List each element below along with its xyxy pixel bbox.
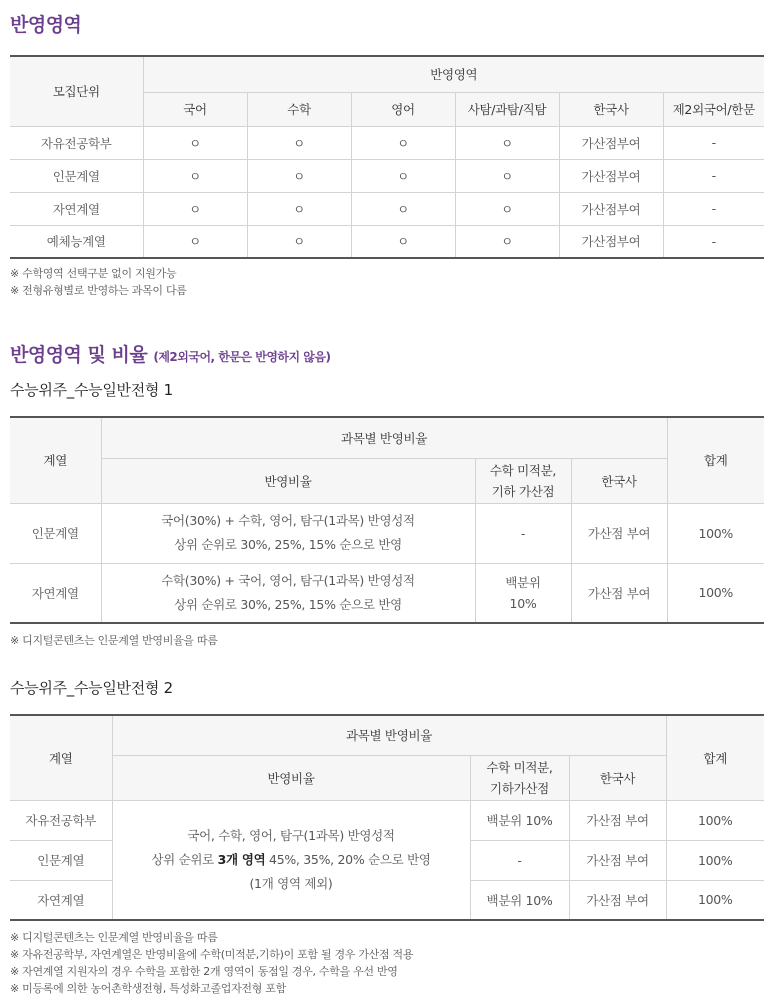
note: ※ 자유전공학부, 자연계열은 반영비율에 수학(미적분,기하)이 포함 될 경우 가산점 적용: [10, 948, 414, 961]
cell: ㅇ: [143, 159, 247, 192]
cell: ㅇ: [351, 192, 455, 225]
history-cell: 가산점 부여: [569, 880, 666, 920]
ratio-text: 상위 순위로: [151, 851, 218, 867]
cell: ㅇ: [351, 126, 455, 159]
ratio-table-2: [10, 714, 764, 921]
ratio-line: 상위 순위로 30%, 25%, 15% 순으로 반영: [174, 596, 402, 612]
header-inquiry: 사탐/과탐/직탐: [455, 92, 559, 126]
table-row: [10, 563, 764, 623]
note: ※ 전형유형별로 반영하는 과목이 다름: [10, 284, 187, 297]
cell: ㅇ: [247, 159, 351, 192]
ratio-line: (1개 영역 제외): [249, 875, 333, 891]
ratio-line: 국어(30%) + 수학, 영어, 탐구(1과목) 반영성적: [161, 513, 415, 528]
cell: -: [663, 126, 764, 159]
header-subject-ratio: 과목별 반영비율: [112, 715, 666, 755]
header-english: 영어: [351, 92, 455, 126]
total-cell: 100%: [666, 800, 764, 840]
header-math-bonus-line1: 수학 미적분,: [486, 759, 553, 775]
note: ※ 수학영역 선택구분 없이 지원가능: [10, 267, 177, 280]
ratio-line: 상위 순위로 30%, 25%, 15% 순으로 반영: [174, 537, 402, 552]
ratio-line: [117, 848, 466, 872]
row-name: 자연계열: [10, 880, 112, 920]
cell: ㅇ: [143, 126, 247, 159]
math-bonus-cell: [475, 563, 571, 623]
table-row: [10, 159, 764, 192]
ratio-cell: [101, 563, 475, 623]
header-korean-history: 한국사: [571, 458, 667, 503]
total-cell: 100%: [667, 503, 764, 563]
table-row: [10, 503, 764, 563]
cell: 가산점부여: [559, 159, 663, 192]
math-bonus-line1: 백분위: [505, 574, 541, 590]
row-name: 인문계열: [10, 159, 143, 192]
total-cell: 100%: [666, 880, 764, 920]
cell: 가산점부여: [559, 126, 663, 159]
table1-note: ※ 디지털콘텐츠는 인문계열 반영비율을 따름: [10, 634, 218, 647]
header-group: 계열: [10, 417, 101, 503]
reflect-areas-table: [10, 55, 764, 259]
math-bonus-cell: -: [475, 503, 571, 563]
header-reflect-area: 반영영역: [143, 56, 764, 92]
header-math-bonus-line2: 기하 가산점: [491, 483, 555, 499]
header-total: 합계: [666, 715, 764, 800]
table-row: [10, 800, 764, 840]
note: ※ 자연계열 지원자의 경우 수학을 포함한 2개 영역이 동점일 경우, 수학을 우선 반영: [10, 965, 398, 978]
ratio-line: 국어, 수학, 영어, 탐구(1과목) 반영성적: [187, 827, 395, 843]
math-bonus-cell: 백분위 10%: [470, 880, 569, 920]
row-name: 예체능계열: [10, 225, 143, 258]
history-cell: 가산점 부여: [571, 563, 667, 623]
header-ratio: 반영비율: [101, 458, 475, 503]
cell: -: [663, 159, 764, 192]
header-korean-history: 한국사: [569, 755, 666, 800]
cell: ㅇ: [351, 225, 455, 258]
row-name: 인문계열: [10, 840, 112, 880]
row-name: 자유전공학부: [10, 126, 143, 159]
section-title-reflect-ratio: [10, 340, 330, 367]
cell: ㅇ: [351, 159, 455, 192]
note: ※ 미등록에 의한 농어촌학생전형, 특성화고졸업자전형 포함: [10, 982, 286, 995]
ratio-cell: [112, 800, 470, 920]
row-name: 자유전공학부: [10, 800, 112, 840]
cell: ㅇ: [455, 192, 559, 225]
header-korean-history: 한국사: [559, 92, 663, 126]
header-second-language: 제2외국어/한문: [663, 92, 764, 126]
cell: 가산점부여: [559, 192, 663, 225]
section-subtitle: (제2외국어, 한문은 반영하지 않음): [153, 350, 331, 364]
table-row: [10, 225, 764, 258]
table2-notes: [10, 929, 413, 997]
ratio-table-1: [10, 416, 764, 624]
table1-heading: 수능위주_수능일반전형 1: [10, 381, 173, 399]
header-total: 합계: [667, 417, 764, 503]
cell: ㅇ: [455, 126, 559, 159]
cell: ㅇ: [455, 159, 559, 192]
math-bonus-cell: 백분위 10%: [470, 800, 569, 840]
ratio-cell: [101, 503, 475, 563]
history-cell: 가산점 부여: [569, 840, 666, 880]
math-bonus-cell: -: [470, 840, 569, 880]
header-unit: 모집단위: [10, 56, 143, 126]
header-math-bonus: [470, 755, 569, 800]
header-group: 계열: [10, 715, 112, 800]
cell: -: [663, 225, 764, 258]
cell: -: [663, 192, 764, 225]
total-cell: 100%: [666, 840, 764, 880]
cell: ㅇ: [455, 225, 559, 258]
header-korean: 국어: [143, 92, 247, 126]
cell: 가산점부여: [559, 225, 663, 258]
table-row: [10, 126, 764, 159]
ratio-text: 45%, 35%, 20% 순으로 반영: [265, 851, 431, 867]
header-math: 수학: [247, 92, 351, 126]
row-name: 자연계열: [10, 563, 101, 623]
note: ※ 디지털콘텐츠는 인문계열 반영비율을 따름: [10, 931, 218, 944]
header-math-bonus-line2: 기하가산점: [490, 780, 549, 796]
cell: ㅇ: [247, 126, 351, 159]
table2-heading: 수능위주_수능일반전형 2: [10, 679, 173, 697]
math-bonus-line2: 10%: [509, 595, 537, 611]
row-name: 인문계열: [10, 503, 101, 563]
header-math-bonus-line1: 수학 미적분,: [489, 462, 557, 478]
table-row: [10, 192, 764, 225]
section-title-text: 반영영역 및 비율: [10, 344, 148, 366]
ratio-emphasis: 3개 영역: [217, 851, 266, 867]
history-cell: 가산점 부여: [571, 503, 667, 563]
cell: ㅇ: [247, 225, 351, 258]
header-subject-ratio: 과목별 반영비율: [101, 417, 667, 458]
cell: ㅇ: [143, 225, 247, 258]
row-name: 자연계열: [10, 192, 143, 225]
total-cell: 100%: [667, 563, 764, 623]
cell: ㅇ: [143, 192, 247, 225]
header-math-bonus: [475, 458, 571, 503]
header-ratio: 반영비율: [112, 755, 470, 800]
history-cell: 가산점 부여: [569, 800, 666, 840]
section-title-reflect-areas: 반영영역: [10, 14, 82, 36]
section1-notes: [10, 265, 187, 299]
ratio-line: 수학(30%) + 국어, 영어, 탐구(1과목) 반영성적: [161, 572, 415, 588]
cell: ㅇ: [247, 192, 351, 225]
